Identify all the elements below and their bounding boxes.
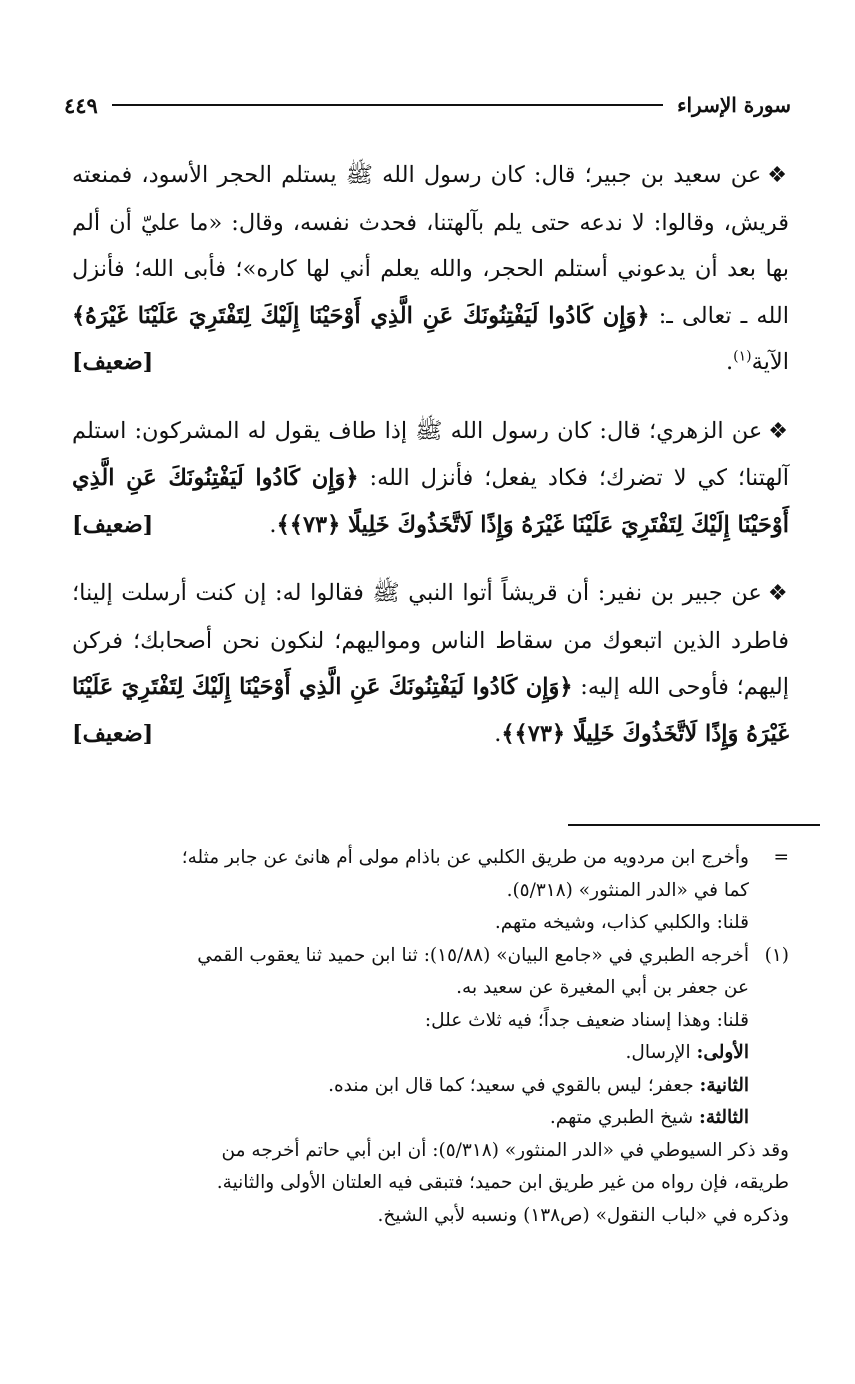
diamond-bullet-icon: ❖: [767, 581, 789, 606]
defect-1: [72, 1037, 749, 1070]
defect-3: [72, 1102, 749, 1135]
footnote-line: وقد ذكر السيوطي في «الدر المنثور» (٥/٣١٨): أن ابن أبي حاتم أخرجه من: [221, 1139, 789, 1161]
diamond-bullet-icon: ❖: [767, 163, 789, 188]
footnote-continuation: [72, 842, 789, 940]
footnote-line: قلنا: والكلبي كذاب، وشيخه متهم.: [494, 912, 749, 933]
footnote-1: [72, 940, 789, 1135]
footnote-line: قلنا: وهذا إسناد ضعيف جداً؛ فيه ثلاث علل:: [424, 1009, 749, 1031]
narration-1: ❖عن سعيد بن جبير؛ قال: كان رسول الله ﷺ يستلم الحجر الأسود، فمنعته قريش، وقالوا: لا ندعه حتى يلم بآلهتنا، فحدث نفسه، وقال: «ما عليّ أن ألم بها بعد أن يدعوني أستلم الحجر، والله يعلم أني لها كاره»؛ فأبى الله؛ فأنزل الله ـ تعالى ـ: ﴿وَإِن كَادُوا لَيَفْتِنُونَكَ عَنِ الَّذِي أَوْحَيْنَا إِلَيْكَ لِتَفْتَرِيَ عَلَيْنَا غَيْرَهُ﴾ الآية$^{(١)}$. [ضعيف]: [72, 152, 789, 386]
defect-2: [72, 1070, 749, 1103]
main-text: [72, 152, 789, 779]
page-header: [64, 88, 791, 122]
footnote-separator: [568, 824, 820, 826]
defect-label: الأولى:: [696, 1042, 749, 1063]
footnote-line: عن جعفر بن أبي المغيرة عن سعيد به.: [456, 977, 749, 998]
quran-verse: ﴿وَإِن كَادُوا لَيَفْتِنُونَكَ عَنِ الَّذِي أَوْحَيْنَا إِلَيْكَ لِتَفْتَرِيَ عَلَيْنَا غَيْرَهُ وَإِذًا لَاتَّخَذُوكَ خَلِيلًا ﴿٧٣﴾﴾: [72, 465, 789, 538]
grade-label: [ضعيف]: [72, 511, 154, 538]
page-number: ٤٤٩: [64, 92, 98, 118]
footnotes: [72, 842, 789, 1232]
header-rule: [112, 104, 663, 106]
defect-text: جعفر؛ ليس بالقوي في سعيد؛ كما قال ابن منده.: [328, 1074, 694, 1096]
diamond-bullet-icon: ❖: [768, 418, 789, 444]
footnote-line: وأخرج ابن مردويه من طريق الكلبي عن باذام مولى أم هانئ عن جابر مثله؛: [181, 847, 749, 868]
footnote-line: طريقه، فإن رواه من غير طريق ابن حميد؛ فتبقى فيه العلتان الأولى والثانية.: [216, 1172, 789, 1193]
narration-text: عن سعيد بن جبير؛ قال: كان رسول الله ﷺ يستلم الحجر الأسود، فمنعته قريش، وقالوا: لا ندعه حتى يلم بآلهتنا، فحدث نفسه، وقال: «ما عليّ أن ألم بها بعد أن يدعوني أستلم الحجر، والله يعلم أني لها كاره»؛ فأبى الله؛ فأنزل الله ـ تعالى ـ:: [72, 162, 789, 329]
defect-label: الثانية:: [699, 1074, 749, 1096]
footnote-ref: (١): [733, 348, 752, 365]
footnote-line: كما في «الدر المنثور» (٥/٣١٨).: [506, 879, 749, 901]
footnote-line: وذكره في «لباب النقول» (ص١٣٨) ونسبه لأبي الشيخ.: [377, 1204, 789, 1226]
narration-3: ❖عن جبير بن نفير: أن قريشاً أتوا النبي ﷺ فقالوا له: إن كنت أرسلت إلينا؛ فاطرد الذين اتبعوك من سقاط الناس ومواليهم؛ لنكون نحن أصحابك؛ فركن إليهم؛ فأوحى الله إليه: ﴿وَإِن كَادُوا لَيَفْتِنُونَكَ عَنِ الَّذِي أَوْحَيْنَا إِلَيْكَ لِتَفْتَرِيَ عَلَيْنَا غَيْرَهُ وَإِذًا لَاتَّخَذُوكَ خَلِيلًا ﴿٧٣﴾﴾. [ضعيف]: [72, 570, 789, 757]
surah-title: سورة الإسراء: [677, 93, 791, 117]
footnote-mark: (١): [764, 944, 789, 966]
narration-2: ❖عن الزهري؛ قال: كان رسول الله ﷺ إذا طاف يقول له المشركون: استلم آلهتنا؛ كي لا تضرك؛ فكاد يفعل؛ فأنزل الله: ﴿وَإِن كَادُوا لَيَفْتِنُونَكَ عَنِ الَّذِي أَوْحَيْنَا إِلَيْكَ لِتَفْتَرِيَ عَلَيْنَا غَيْرَهُ وَإِذًا لَاتَّخَذُوكَ خَلِيلًا ﴿٧٣﴾﴾. [ضعيف]: [72, 408, 789, 549]
footnote-mark: =: [773, 847, 789, 868]
defect-label: الثالثة:: [699, 1107, 749, 1128]
quran-verse: ﴿وَإِن كَادُوا لَيَفْتِنُونَكَ عَنِ الَّذِي أَوْحَيْنَا إِلَيْكَ لِتَفْتَرِيَ عَلَيْنَا غَيْرَهُ وَإِذًا لَاتَّخَذُوكَ خَلِيلًا ﴿٧٣﴾﴾: [72, 674, 789, 747]
footnote-line: أخرجه الطبري في «جامع البيان» (١٥/٨٨): ثنا ابن حميد ثنا يعقوب القمي: [197, 944, 749, 966]
grade-label: [ضعيف]: [72, 349, 154, 375]
narration-text: عن الزهري؛ قال: كان رسول الله ﷺ إذا طاف يقول له المشركون: استلم آلهتنا؛ كي لا تضرك؛ فكاد يفعل؛ فأنزل الله:: [72, 417, 789, 491]
defect-text: الإرسال.: [625, 1042, 691, 1063]
grade-label: [ضعيف]: [72, 720, 154, 747]
narration-text: عن جبير بن نفير: أن قريشاً أتوا النبي ﷺ فقالوا له: إن كنت أرسلت إلينا؛ فاطرد الذين اتبعوك من سقاط الناس ومواليهم؛ لنكون نحن أصحابك؛ فركن إليهم؛ فأوحى الله إليه:: [72, 580, 790, 700]
verse-tail: الآية: [751, 349, 789, 375]
defect-text: شيخ الطبري متهم.: [549, 1107, 694, 1128]
quran-verse: ﴿وَإِن كَادُوا لَيَفْتِنُونَكَ عَنِ الَّذِي أَوْحَيْنَا إِلَيْكَ لِتَفْتَرِيَ عَلَيْنَا غَيْرَهُ﴾: [72, 302, 650, 329]
